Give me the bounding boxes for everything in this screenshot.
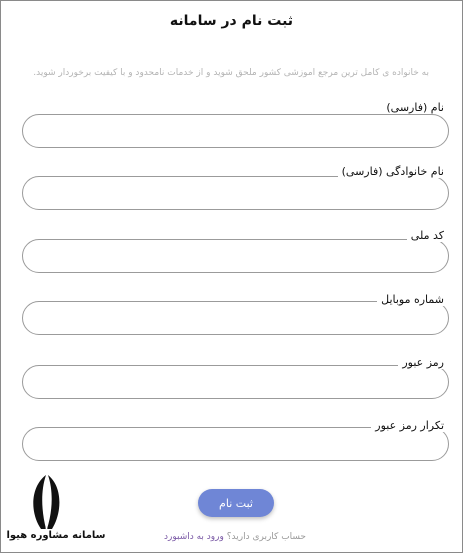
last-name-input[interactable] — [22, 176, 449, 210]
password-label: رمز عبور — [398, 356, 448, 369]
password-input[interactable] — [22, 365, 449, 399]
password-confirm-input[interactable] — [22, 427, 449, 461]
dashboard-login-link[interactable]: ورود به داشبورد — [163, 532, 224, 542]
password-confirm-label: تکرار رمز عبور — [371, 419, 448, 432]
watermark-text: سامانه مشاوره هیوا — [6, 530, 106, 541]
page-subtitle: به خانواده ی کامل ترین مرجع آموزشی کشور ملحق شوید و از خدمات نامحدود و با کیفیت برخوردار شوید. — [33, 68, 429, 78]
last-name-label: نام خانوادگی (فارسی) — [338, 165, 448, 178]
national-code-input[interactable] — [22, 239, 449, 273]
first-name-input[interactable] — [22, 114, 449, 148]
first-name-label: نام (فارسی) — [382, 101, 448, 114]
register-button[interactable]: ثبت نام — [198, 489, 274, 517]
mobile-label: شماره موبایل — [377, 293, 448, 306]
login-row — [150, 532, 306, 542]
page-title: ثبت نام در سامانه — [169, 13, 294, 29]
mobile-input[interactable] — [22, 301, 449, 335]
national-code-label: کد ملی — [407, 229, 448, 242]
login-prompt: حساب کاربری دارید؟ — [226, 532, 306, 542]
